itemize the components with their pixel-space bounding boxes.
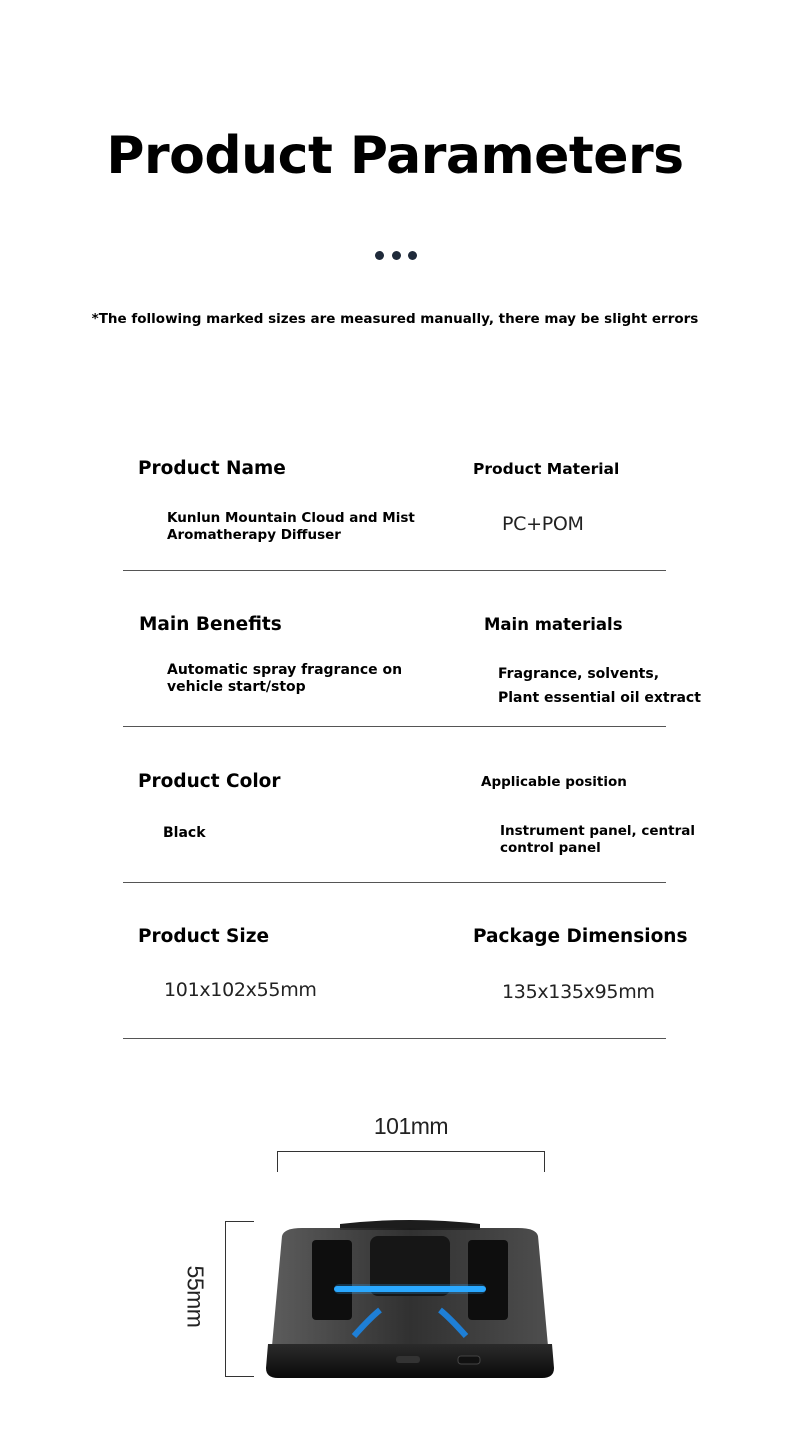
product-size-label: Product Size — [138, 926, 270, 947]
applicable-position-label: Applicable position — [481, 774, 627, 790]
row-divider — [123, 1038, 666, 1039]
product-name-label: Product Name — [138, 458, 286, 479]
page-title: Product Parameters — [106, 126, 684, 186]
width-dimension-label: 101mm — [373, 1113, 449, 1139]
package-dimensions-label: Package Dimensions — [473, 926, 688, 947]
applicable-position-line2: control panel — [500, 840, 601, 856]
ellipsis-decoration — [375, 251, 417, 261]
product-name-line1: Kunlun Mountain Cloud and Mist — [167, 510, 415, 526]
main-benefits-label: Main Benefits — [139, 614, 282, 635]
main-materials-line2: Plant essential oil extract — [498, 690, 701, 706]
diffuser-product-image — [262, 1218, 558, 1383]
product-color-value: Black — [163, 825, 206, 841]
main-materials-line1: Fragrance, solvents, — [498, 666, 660, 682]
product-material-label: Product Material — [473, 460, 620, 478]
measurement-note: *The following marked sizes are measured manually, there may be slight errors — [91, 311, 699, 327]
product-color-label: Product Color — [138, 771, 281, 792]
dot-icon — [375, 251, 384, 260]
row-divider — [123, 570, 666, 571]
height-dimension-label: 55mm — [182, 1265, 209, 1328]
product-size-value: 101x102x55mm — [164, 979, 317, 1001]
main-materials-value — [498, 662, 701, 710]
product-material-value: PC+POM — [502, 513, 584, 535]
applicable-position-line1: Instrument panel, central — [500, 823, 695, 839]
dot-icon — [392, 251, 401, 260]
main-benefits-line1: Automatic spray fragrance on — [167, 662, 403, 678]
width-dimension-bracket — [277, 1151, 545, 1172]
product-name-line2: Aromatherapy Diffuser — [167, 527, 341, 543]
dot-icon — [408, 251, 417, 260]
applicable-position-value — [500, 823, 695, 857]
main-benefits-line2: vehicle start/stop — [167, 679, 306, 695]
glow-halo — [334, 1284, 486, 1294]
main-benefits-value — [167, 662, 402, 696]
height-dimension-bracket — [225, 1221, 254, 1377]
usb-port — [458, 1356, 480, 1364]
inner-pillar-right — [468, 1240, 508, 1320]
base-button — [396, 1356, 420, 1363]
row-divider — [123, 726, 666, 727]
product-name-value — [167, 510, 415, 544]
inner-pillar-left — [312, 1240, 352, 1320]
row-divider — [123, 882, 666, 883]
main-materials-label: Main materials — [484, 615, 623, 634]
package-dimensions-value: 135x135x95mm — [502, 981, 655, 1003]
